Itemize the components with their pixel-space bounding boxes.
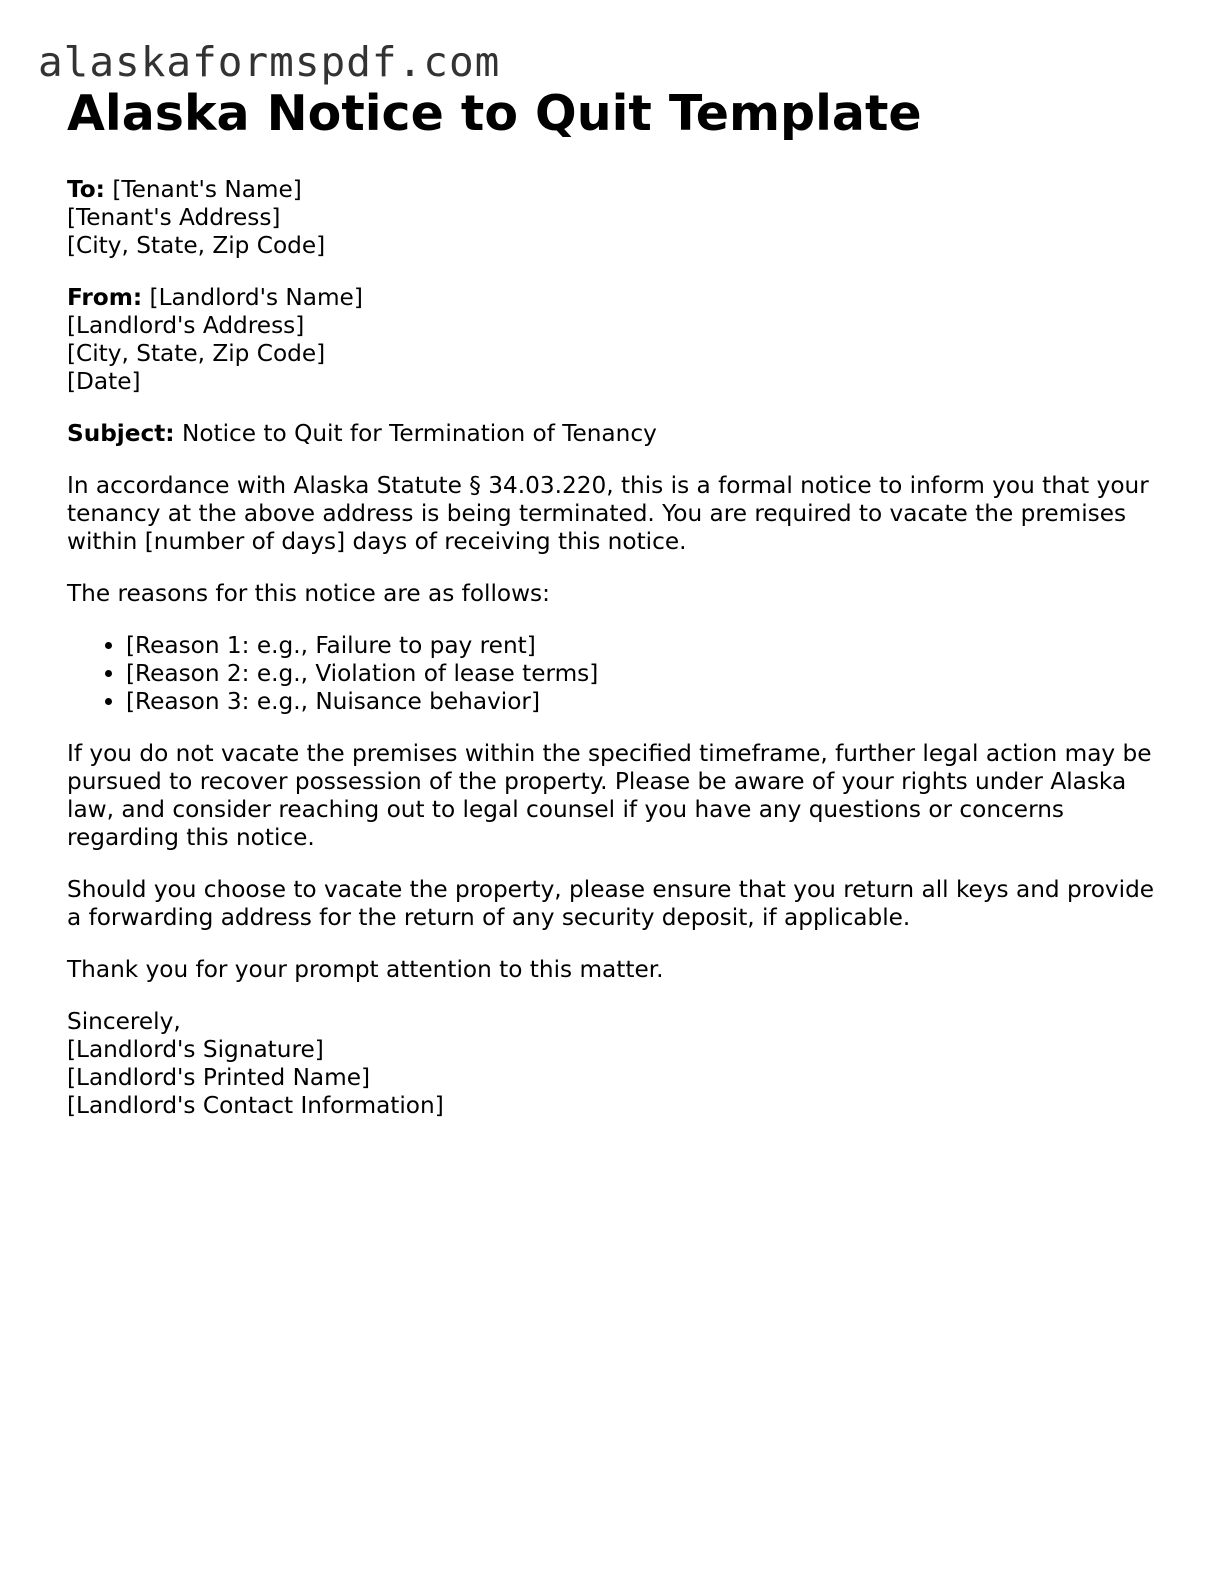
- reasons-intro: The reasons for this notice are as follows:: [67, 580, 550, 607]
- tenant-city: [City, State, Zip Code]: [67, 232, 326, 259]
- sender-block: [67, 284, 1167, 396]
- to-label: To:: [67, 176, 105, 203]
- reason-item: • [Reason 3: e.g., Nuisance behavior]: [126, 688, 1167, 716]
- reason-item: • [Reason 2: e.g., Violation of lease terms]: [126, 660, 1167, 688]
- from-label: From:: [67, 284, 143, 311]
- closing-salutation: Sincerely,: [67, 1008, 181, 1035]
- subject-label: Subject:: [67, 420, 175, 447]
- landlord-contact: [Landlord's Contact Information]: [67, 1092, 444, 1119]
- tenant-name: [Tenant's Name]: [112, 176, 302, 203]
- notice-document: [67, 84, 1167, 1120]
- vacate-paragraph: Should you choose to vacate the property, please ensure that you return all keys and provide a forwarding address for the return of any security deposit, if applicable.: [67, 876, 1155, 931]
- intro-paragraph: In accordance with Alaska Statute § 34.03.220, this is a formal notice to inform you that your tenancy at the above address is being terminated. You are required to vacate the premises within [number of days] days of receiving this notice.: [67, 472, 1149, 555]
- landlord-address: [Landlord's Address]: [67, 312, 305, 339]
- document-body: [67, 176, 1167, 1120]
- subject-text: Notice to Quit for Termination of Tenancy: [181, 420, 657, 447]
- thanks-paragraph: Thank you for your prompt attention to this matter.: [67, 956, 664, 983]
- tenant-address: [Tenant's Address]: [67, 204, 281, 231]
- landlord-signature: [Landlord's Signature]: [67, 1036, 324, 1063]
- recipient-block: [67, 176, 1167, 260]
- landlord-name: [Landlord's Name]: [149, 284, 363, 311]
- landlord-printed-name: [Landlord's Printed Name]: [67, 1064, 371, 1091]
- reasons-list: [67, 632, 1167, 716]
- document-title: Alaska Notice to Quit Template: [67, 85, 922, 142]
- subject-line: [67, 420, 1167, 448]
- consequence-paragraph: If you do not vacate the premises within the specified timeframe, further legal action may be pursued to recover possession of the property. Please be aware of your rights under Alaska law, and consider reaching out to legal counsel if you have any questions or concerns regarding this notice.: [67, 740, 1152, 851]
- reason-item: • [Reason 1: e.g., Failure to pay rent]: [126, 632, 1167, 660]
- closing-block: [67, 1008, 1167, 1120]
- landlord-city: [City, State, Zip Code]: [67, 340, 326, 367]
- notice-date: [Date]: [67, 368, 141, 395]
- site-watermark: alaskaformspdf.com: [38, 38, 501, 86]
